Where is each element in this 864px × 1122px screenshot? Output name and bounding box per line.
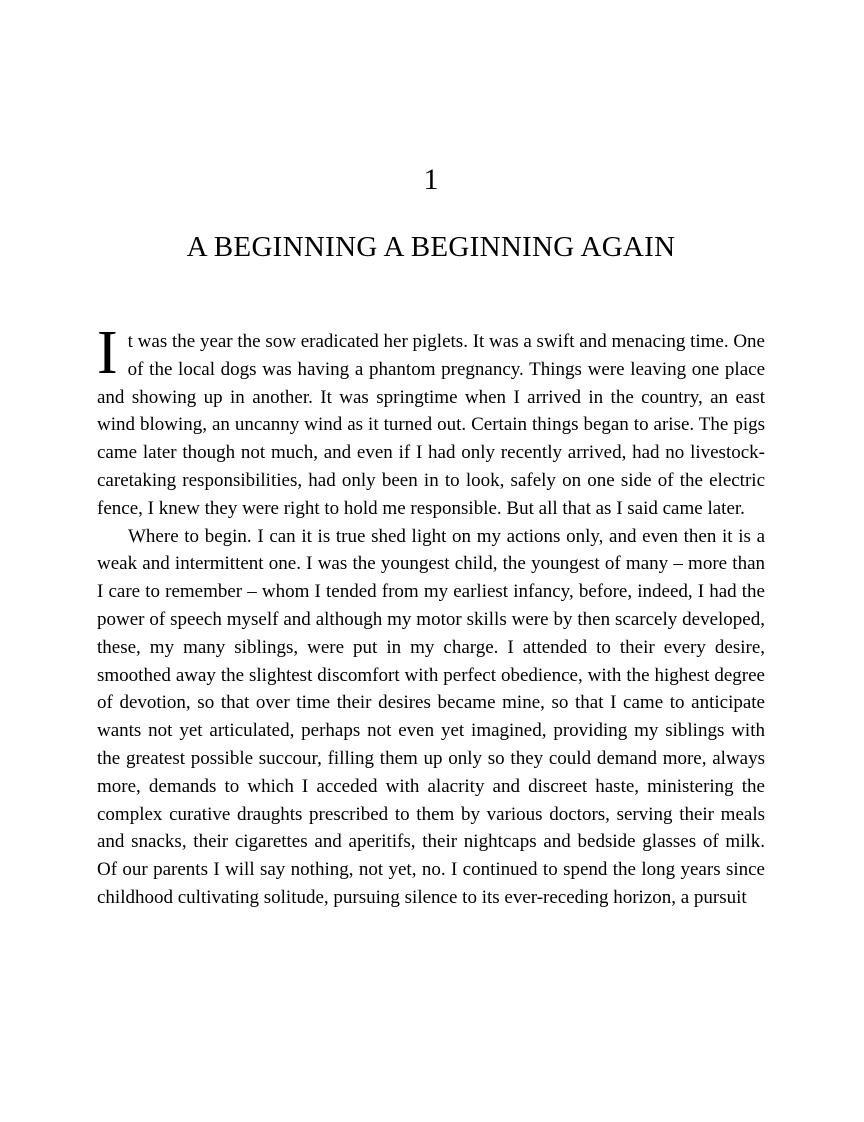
body-text bbox=[97, 319, 765, 912]
paragraph-opening-text: t was the year the sow eradicated her piglets. It was a swift and menacing time. One of the local dogs was having a phantom pregnancy. Things were leaving one place and showing up in another. It was springtime when I arrived in the country, an east wind blowing, an uncanny wind as it turned out. Certain things began to arise. The pigs came later though not much, and even if I had only recently arrived, had no livestock-caretaking responsibilities, had only been in to look, safely on one side of the electric fence, I knew they were right to hold me responsible. But all that as I said came later. bbox=[97, 331, 765, 519]
paragraph-opening bbox=[97, 319, 765, 523]
paragraph-second: Where to begin. I can it is true shed light on my actions only, and even then it is a weak and intermittent one. I was the youngest child, the youngest of many – more than I care to remember – whom I tended from my earliest infancy, before, indeed, I had the power of speech myself and although my motor skills were by then scarcely developed, these, my many siblings, were put in my charge. I attended to their every desire, smoothed away the slightest discomfort with perfect obedience, with the highest degree of devotion, so that over time their desires became mine, so that I came to anticipate wants not yet articulated, perhaps not even yet imagined, providing my siblings with the greatest possible succour, filling them up only so they could demand more, always more, demands to which I acceded with alacrity and discreet haste, ministering the complex curative draughts prescribed to them by various doctors, serving their meals and snacks, their cigarettes and aperitifs, their nightcaps and bedside glasses of milk. Of our parents I will say nothing, not yet, no. I continued to spend the long years since childhood cultivating solitude, pursuing silence to its ever-receding horizon, a pursuit bbox=[97, 525, 765, 908]
chapter-number: 1 bbox=[423, 163, 439, 196]
drop-cap: I bbox=[97, 319, 118, 387]
chapter-title: A BEGINNING A BEGINNING AGAIN bbox=[186, 231, 676, 263]
